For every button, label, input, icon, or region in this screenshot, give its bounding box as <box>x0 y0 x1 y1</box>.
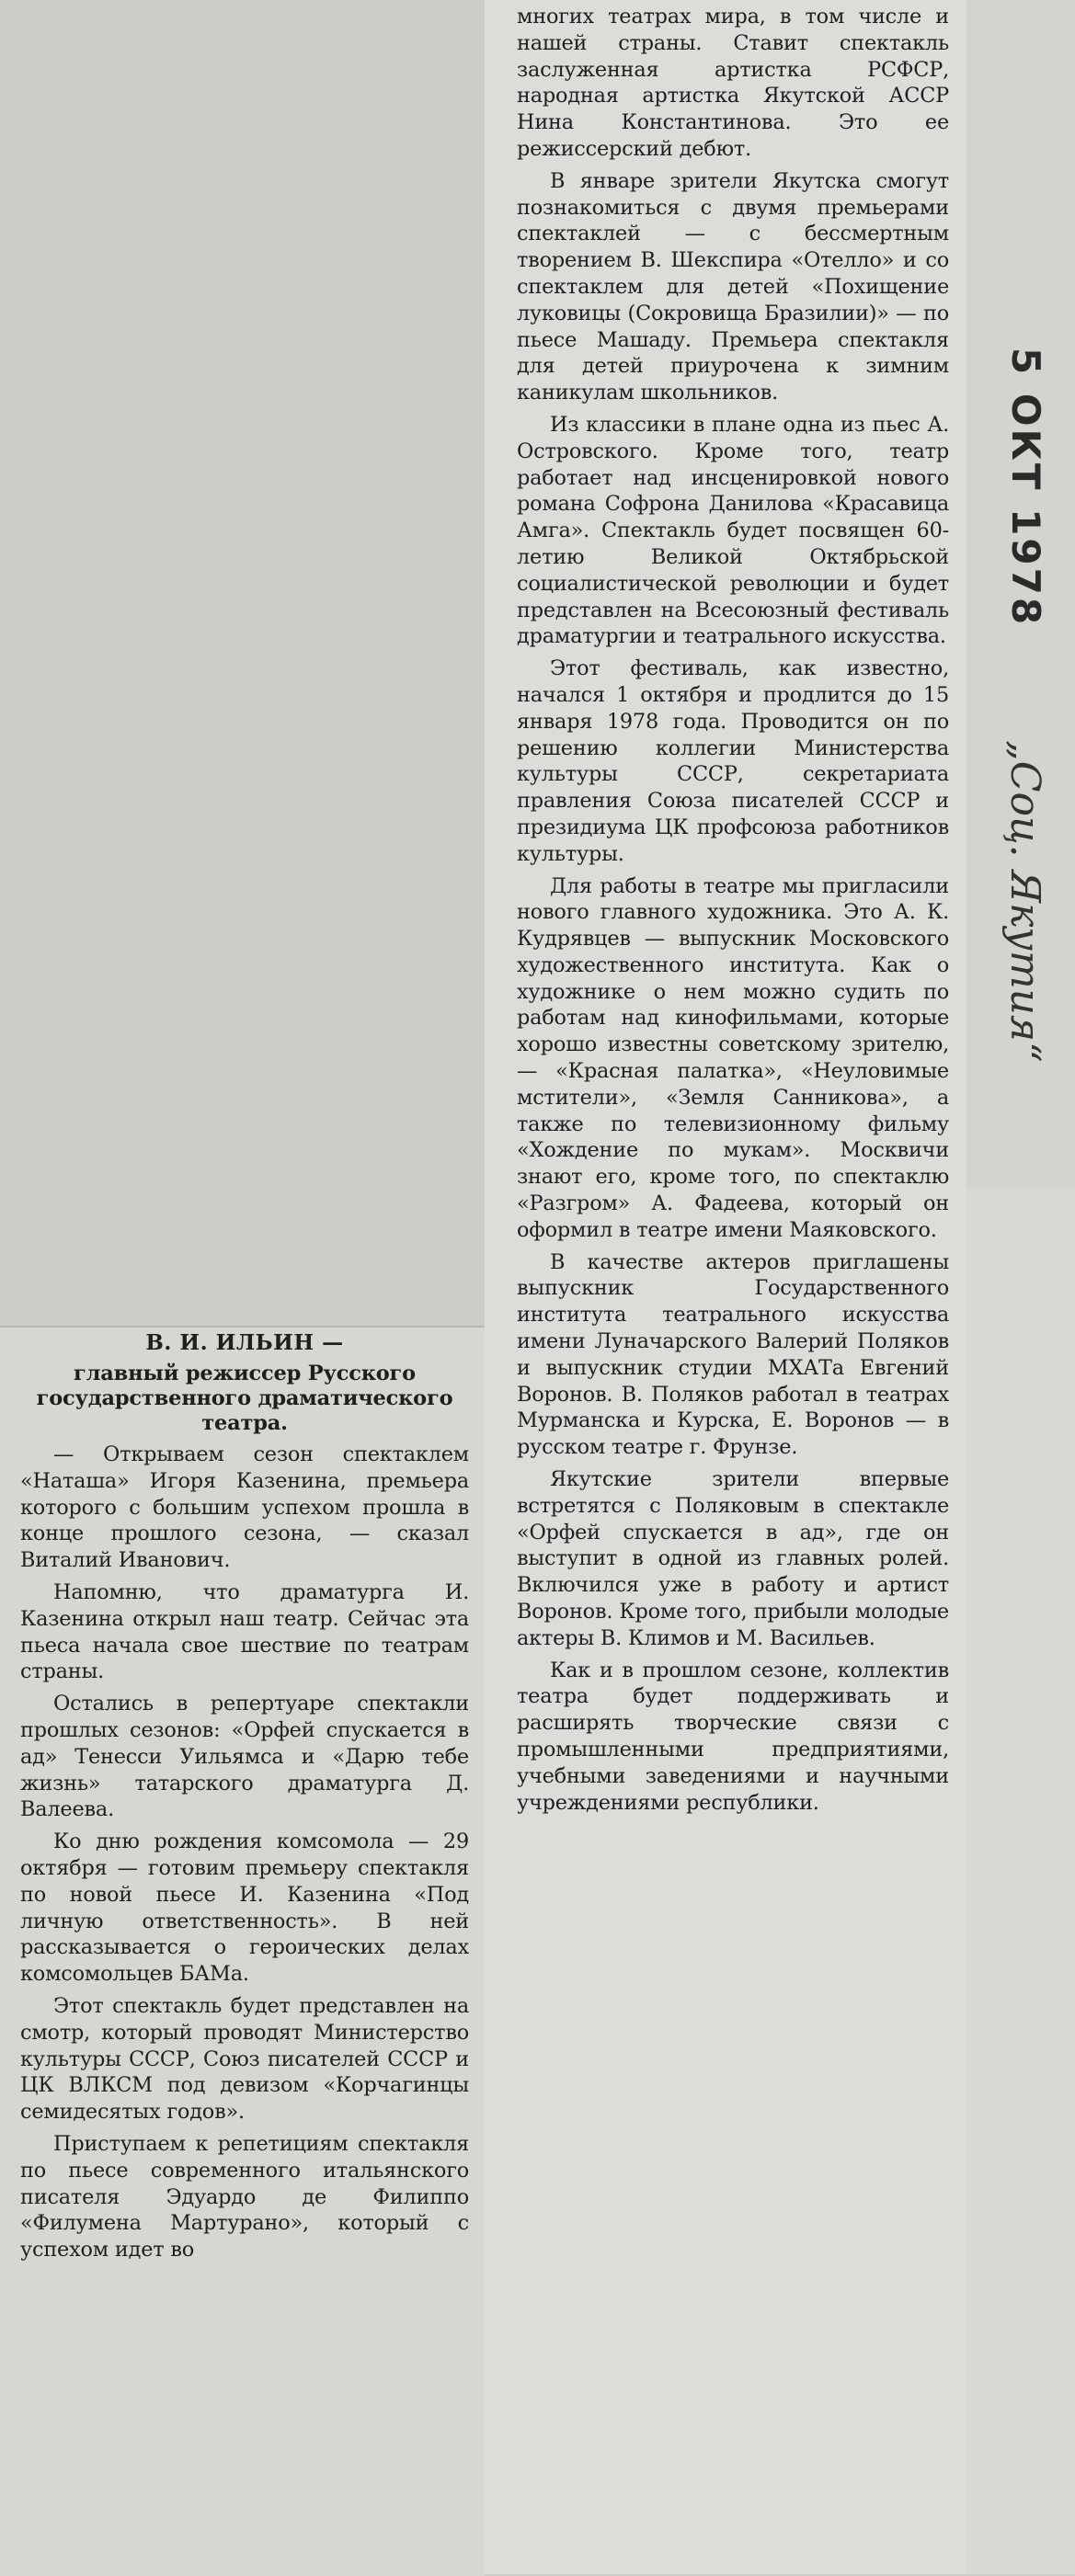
paragraph: многих театрах мира, в том числе и нашей страны. Ставит спектакль заслуженная артистка РСФСР, народная артистка Якутской АССР Нина Константинова. Это ее режиссерский дебют. <box>517 5 949 161</box>
article-right-column <box>517 4 949 1816</box>
paragraph: Остались в репертуаре спектакли прошлых сезонов: «Орфей спускается в ад» Тенесси Уильямса и «Дарю тебе жизнь» татарского драматурга Д. Валеева. <box>20 1692 469 1822</box>
paragraph: Приступаем к репетициям спектакля по пьесе современного итальянского писателя Эдуардо де Филиппо «Филумена Мартурано», который с успехом идет во <box>20 2131 469 2263</box>
paragraph: Для работы в театре мы пригласили нового главного художника. Это А. К. Кудрявцев — выпускник Московского художественного института. Как о художнике о нем можно судить по работам над кинофильмами, которые хорошо известны советскому зрителю, — «Красная палатка», «Неуловимые мстители», «Земля Санникова», а также по телевизионному фильму «Хождение по мукам». Москвичи знают его, кроме того, по спектаклю «Разгром» А. Фадеева, который он оформил в театре имени Маяковского. <box>517 873 949 1242</box>
paragraph: — Открываем сезон спектаклем «Наташа» Игоря Казенина, премьера которого с большим успехом прошла в конце прошлого сезона, — сказал Виталий Иванович. <box>20 1442 469 1573</box>
paragraph: Как и в прошлом сезоне, коллектив театра будет поддерживать и расширять творческие связи с промышленными предприятиями, учебными заведениями и научными учреждениями республики. <box>517 1658 949 1815</box>
article-left-column <box>20 1330 469 2263</box>
paragraph: Из классики в плане одна из пьес А. Островского. Кроме того, театр работает над инсценировкой нового романа Софрона Данилова «Красавица Амга». Спектакль будет посвящен 60-летию Великой Октябрьской социалистической революции и будет представлен на Всесоюзный фестиваль драматургии и театрального искусства. <box>517 412 949 649</box>
handwritten-source-note: „Соц. Якутия“ <box>1001 740 1048 1063</box>
paragraph: Напомню, что драматурга И. Казенина открыл наш театр. Сейчас эта пьеса начала свое шествие по театрам страны. <box>20 1579 469 1684</box>
paragraph: В январе зрители Якутска смогут познакомиться с двумя премьерами спектаклей — с бессмертным творением В. Шекспира «Отелло» и со спектаклем для детей «Похищение луковицы (Сокровища Бразилии)» — по пьесе Машаду. Премьера спектакля для детей приурочена к зимним каникулам школьников. <box>517 168 949 405</box>
paragraph: Этот спектакль будет представлен на смотр, который проводят Министерство культуры СССР, Союз писателей СССР и ЦК ВЛКСМ под девизом «Корчагинцы семидесятых годов». <box>20 1993 469 2125</box>
paragraph: Ко дню рождения комсомола — 29 октября — готовим премьеру спектакля по новой пьесе И. Казенина «Под личную ответственность». В ней рассказывается о героических делах комсомольцев БАМа. <box>20 1829 469 1987</box>
interviewee-title: главный режиссер Русского государственного драматического театра. <box>36 1362 453 1435</box>
paragraph: Якутские зрители впервые встретятся с Поляковым в спектакле «Орфей спускается в ад», где он выступит в одной из главных ролей. Включился уже в работу и артист Воронов. Кроме того, прибыли молодые актеры В. Климов и М. Васильев. <box>517 1467 949 1650</box>
paragraph: В качестве актеров приглашены выпускник Государственного института театрального искусства имени Луначарского Валерий Поляков и выпускник студии МХАТа Евгений Воронов. В. Поляков работал в театрах Мурманска и Курска, Е. Воронов — в русском театре г. Фрунзе. <box>517 1249 949 1460</box>
interviewee-name: В. И. ИЛЬИН — <box>145 1330 344 1355</box>
background-strip-lower <box>961 1186 1075 2574</box>
paragraph: Этот фестиваль, как известно, начался 1 октября и продлится до 15 января 1978 года. Проводится он по решению коллегии Министерства культуры СССР, секретариата правления Союза писателей СССР и президиума ЦК профсоюза работников культуры. <box>517 656 949 866</box>
date-stamp: 5 ОКТ 1978 <box>1003 348 1048 628</box>
